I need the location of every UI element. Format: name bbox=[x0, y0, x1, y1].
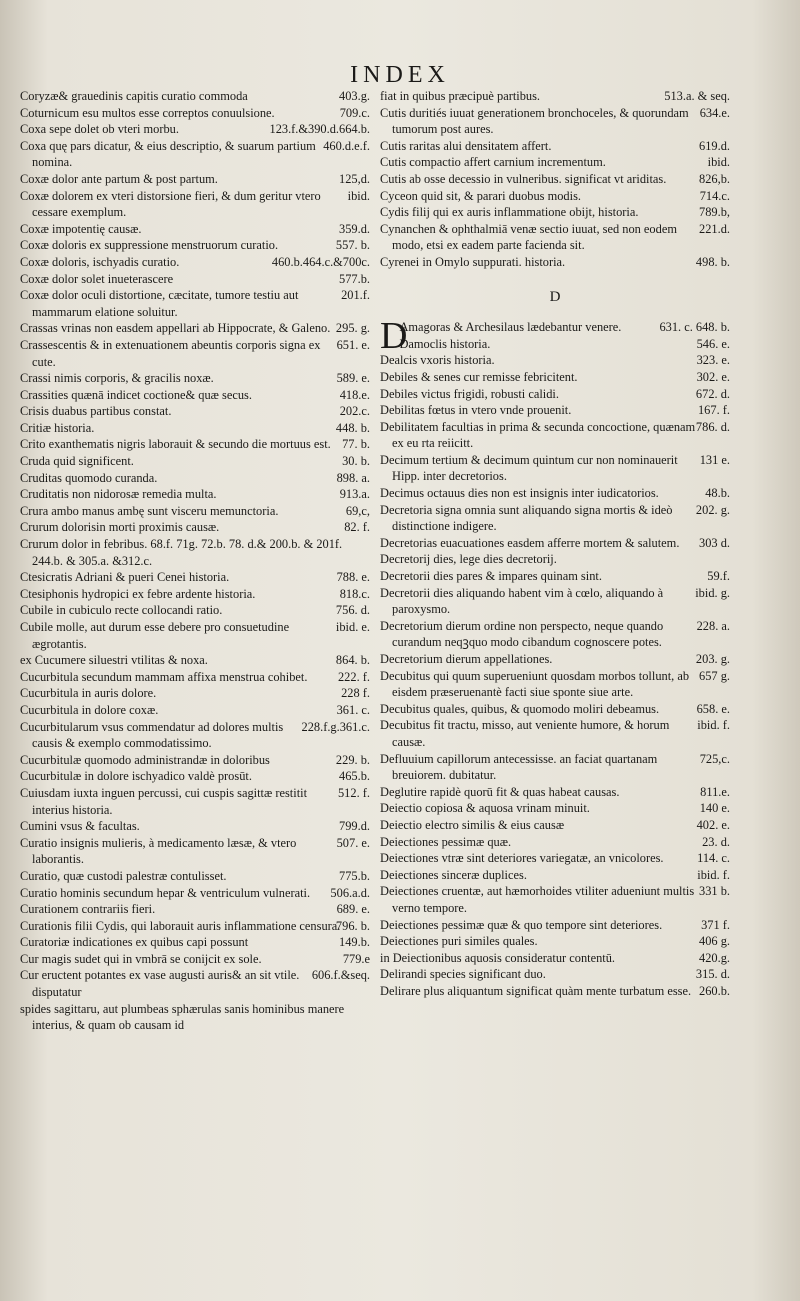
index-entry bbox=[380, 834, 730, 851]
index-entry bbox=[20, 486, 370, 503]
entry-page-ref: 796. b. bbox=[335, 918, 370, 933]
entry-text: Coxæ doloris, ischyadis curatio. bbox=[20, 254, 180, 269]
entry-text: Cutis compactio affert carnium incrementum. bbox=[380, 155, 606, 170]
entry-text: Ctesicratis Adriani & pueri Cenei historia. bbox=[20, 570, 230, 585]
entry-page-ref: 789.b, bbox=[699, 205, 730, 220]
entry-text: Curatio, quæ custodi palestræ contulisset. bbox=[20, 868, 227, 883]
index-entry bbox=[380, 204, 730, 221]
entry-text: Deiectiones sinceræ duplices. bbox=[380, 867, 527, 882]
entry-text: Crassities quænā indicet coctione& quæ secus. bbox=[20, 387, 252, 402]
entry-page-ref: 786. d. bbox=[695, 419, 730, 434]
entry-page-ref: 359.d. bbox=[339, 221, 370, 236]
index-entry bbox=[20, 188, 370, 221]
index-entry bbox=[20, 420, 370, 437]
entry-page-ref: ibid. e. bbox=[335, 620, 370, 634]
entry-page-ref: 498. b. bbox=[695, 254, 730, 269]
entry-page-ref: 448. b. bbox=[335, 420, 370, 435]
index-entry bbox=[20, 287, 370, 320]
index-column-right bbox=[380, 88, 730, 999]
entry-text: Coxa sepe dolet ob vteri morbu. bbox=[20, 122, 179, 137]
entry-page-ref: 403.g. bbox=[339, 89, 370, 103]
index-entry bbox=[20, 453, 370, 470]
entry-page-ref: 203. g. bbox=[695, 652, 730, 666]
entry-page-ref: 30. b. bbox=[342, 454, 370, 469]
entry-text: Cumini vsus & facultas. bbox=[20, 819, 140, 834]
index-entry bbox=[380, 933, 730, 950]
index-entry bbox=[20, 951, 370, 968]
entry-text: Amagoras & Archesilaus lædebantur venere. bbox=[399, 320, 622, 335]
index-entry bbox=[380, 154, 730, 171]
entry-page-ref: 799.d. bbox=[339, 819, 370, 834]
entry-page-ref: 69,c, bbox=[345, 503, 370, 518]
index-entry bbox=[380, 336, 730, 353]
entry-page-ref: 606.f.&seq. bbox=[311, 968, 370, 983]
entry-page-ref: 546. e. bbox=[696, 336, 730, 351]
index-entry bbox=[20, 685, 370, 702]
entry-text: Cucurbitula secundum mammam affixa menstrua cohibet. bbox=[20, 669, 308, 684]
entry-text: Delirare plus aliquantum significat quàm mente turbatum esse. bbox=[380, 983, 692, 998]
index-entry bbox=[380, 88, 730, 105]
index-entry bbox=[380, 883, 730, 916]
index-entry bbox=[20, 436, 370, 453]
index-entry bbox=[380, 618, 730, 651]
index-entry bbox=[20, 934, 370, 951]
entry-page-ref: 201.f. bbox=[341, 288, 370, 303]
entry-text: Curationis filii Cydis, qui laborauit auris inflammatione censura. bbox=[20, 918, 341, 933]
index-entry bbox=[20, 669, 370, 686]
entry-text: Decubitus quales, quibus, & quomodo moliri debeamus. bbox=[380, 701, 660, 716]
entry-page-ref: 657 g. bbox=[699, 668, 730, 683]
entry-text: Defluuium capillorum antecessisse. an faciat quartanam breuiorem. dubitatur. bbox=[380, 751, 658, 783]
index-entry bbox=[380, 419, 730, 452]
entry-text: Crurum dolorisin morti proximis causæ. bbox=[20, 520, 220, 535]
index-c-entries bbox=[380, 88, 730, 271]
entry-page-ref: 295. g. bbox=[335, 321, 370, 336]
entry-text: Decretorias euacuationes easdem afferre mortem & salutem. bbox=[380, 535, 680, 550]
entry-page-ref: 512. f. bbox=[337, 785, 370, 800]
entry-text: Cucurbitulæ in dolore ischyadico valdè prosūt. bbox=[20, 769, 252, 784]
index-entry bbox=[20, 320, 370, 337]
entry-page-ref: 114. c. bbox=[697, 851, 730, 866]
entry-text: Ctesiphonis hydropici ex febre ardente historia. bbox=[20, 586, 256, 601]
entry-page-ref: 913.a. bbox=[339, 487, 370, 502]
entry-page-ref: 465.b. bbox=[339, 769, 370, 784]
entry-text: Deiectiones pessimæ quæ & quo tempore sint deteriores. bbox=[380, 917, 663, 932]
index-entry bbox=[20, 370, 370, 387]
section-letter-d: D bbox=[549, 288, 561, 305]
entry-page-ref: 371 f. bbox=[701, 917, 730, 932]
entry-text: Cyceon quid sit, & parari duobus modis. bbox=[380, 188, 581, 203]
index-entry bbox=[20, 619, 370, 652]
index-entry bbox=[20, 271, 370, 288]
entry-text: Cuiusdam iuxta inguen percussi, cui cuspis sagittæ restitit interius historia. bbox=[20, 785, 308, 817]
index-entry bbox=[380, 485, 730, 502]
entry-text: Deiectio electro similis & eius causæ bbox=[380, 817, 565, 832]
entry-text: Decimum tertium & decimum quintum cur non nominauerit Hipp. inter decretorios. bbox=[380, 452, 678, 484]
index-entry bbox=[20, 918, 370, 935]
entry-page-ref: 557. b. bbox=[335, 238, 370, 253]
index-entry bbox=[20, 88, 370, 105]
index-entry bbox=[380, 817, 730, 834]
index-entry bbox=[20, 470, 370, 487]
entry-text: Curationem contrariis fieri. bbox=[20, 902, 156, 917]
index-entry bbox=[380, 402, 730, 419]
entry-page-ref: ibid. f. bbox=[697, 718, 730, 733]
entry-text: Coxæ doloris ex suppressione menstruorum curatio. bbox=[20, 238, 279, 253]
index-entry bbox=[20, 536, 370, 569]
entry-page-ref: 260.b. bbox=[699, 983, 730, 998]
entry-page-ref: 331 b. bbox=[699, 884, 730, 899]
index-entry bbox=[380, 850, 730, 867]
entry-page-ref: 898. a. bbox=[336, 470, 370, 485]
index-entry bbox=[20, 901, 370, 918]
index-entry bbox=[380, 651, 730, 668]
index-entry bbox=[20, 237, 370, 254]
entry-page-ref: 406 g. bbox=[699, 934, 730, 949]
entry-page-ref: 77. b. bbox=[342, 437, 370, 452]
entry-page-ref: 811.e. bbox=[700, 784, 730, 799]
entry-text: Debiles victus frigidi, robusti calidi. bbox=[380, 386, 559, 401]
entry-text: Decimus octauus dies non est insignis inter iudicatorios. bbox=[380, 486, 659, 501]
entry-text: Deglutire rapidè quorū fit & quas habeat causas. bbox=[380, 784, 620, 799]
entry-page-ref: 125,d. bbox=[339, 171, 370, 186]
entry-text: Cur eructent potantes ex vase augusti auris& an sit vtile. disputatur bbox=[20, 968, 300, 1000]
entry-text: Crassas vrinas non easdem appellari ab Hippocrate, & Galeno. bbox=[20, 321, 331, 336]
index-entry bbox=[380, 917, 730, 934]
index-entry bbox=[380, 369, 730, 386]
entry-page-ref: 779.e bbox=[342, 951, 370, 966]
entry-page-ref: 167. f. bbox=[697, 403, 730, 418]
index-entry bbox=[380, 188, 730, 205]
index-entry bbox=[380, 386, 730, 403]
entry-page-ref: 140 e. bbox=[699, 801, 730, 816]
entry-text: Cur magis sudet qui in vmbrā se conijcit ex sole. bbox=[20, 951, 262, 966]
entry-text: Coxæ dolor ante partum & post partum. bbox=[20, 171, 218, 186]
entry-text: Deiectiones pessimæ quæ. bbox=[380, 834, 512, 849]
entry-page-ref: 23. d. bbox=[702, 834, 730, 849]
entry-page-ref: 228.f.g.361.c. bbox=[301, 719, 370, 734]
index-entry bbox=[380, 784, 730, 801]
index-entry bbox=[20, 254, 370, 271]
entry-text: Crisis duabus partibus constat. bbox=[20, 404, 172, 419]
entry-page-ref: 513.a. & seq. bbox=[664, 89, 730, 103]
page-title: INDEX bbox=[350, 62, 450, 88]
index-entry bbox=[380, 452, 730, 485]
entry-text: Cydis filij qui ex auris inflammatione obijt, historia. bbox=[380, 205, 639, 220]
entry-page-ref: 826,b. bbox=[699, 171, 730, 186]
entry-text: Cucurbitula in auris dolore. bbox=[20, 686, 157, 701]
entry-page-ref: 709.c. bbox=[339, 105, 370, 120]
entry-text: Delirandi species significant duo. bbox=[380, 967, 546, 982]
entry-page-ref: 658. e. bbox=[696, 701, 730, 716]
entry-text: Decretorij dies, lege dies decretorij. bbox=[380, 552, 557, 567]
index-entry bbox=[20, 221, 370, 238]
entry-text: Decretorii dies pares & impares quinam sint. bbox=[380, 569, 602, 584]
index-entry bbox=[20, 719, 370, 752]
entry-text: Crura ambo manus ambę sunt visceru memunctoria. bbox=[20, 503, 279, 518]
entry-page-ref: ibid. bbox=[347, 188, 370, 203]
entry-page-ref: 775.b. bbox=[339, 868, 370, 883]
entry-page-ref: ibid. bbox=[707, 155, 730, 170]
entry-text: Cutis ab osse decessio in vulneribus. significat vt ariditas. bbox=[380, 171, 667, 186]
entry-page-ref: 651. e. bbox=[336, 337, 370, 352]
index-entry bbox=[20, 337, 370, 370]
entry-page-ref: 619.d. bbox=[699, 138, 730, 153]
index-entry bbox=[20, 768, 370, 785]
entry-page-ref: 725,c. bbox=[699, 751, 730, 766]
index-entry bbox=[20, 586, 370, 603]
entry-page-ref: 48.b. bbox=[705, 486, 730, 501]
entry-text: Deiectiones puri similes quales. bbox=[380, 934, 538, 949]
entry-page-ref: 672. d. bbox=[695, 386, 730, 401]
entry-page-ref: 631. c. 648. b. bbox=[659, 320, 730, 335]
entry-text: Decretorii dies aliquando habent vim à cœlo, aliquando à paroxysmo. bbox=[380, 585, 664, 617]
entry-text: Decretorium dierum ordine non perspecto, neque quando curandum neqꝫquo modo cibandum cognoscere potes. bbox=[380, 618, 664, 650]
index-entry bbox=[20, 1001, 370, 1034]
entry-text: Crassi nimis corporis, & gracilis noxæ. bbox=[20, 371, 214, 386]
index-entry bbox=[20, 752, 370, 769]
index-entry bbox=[380, 668, 730, 701]
entry-text: Crurum dolor in febribus. 68.f. 71g. 72.b. 78. d.& 200.b. & 201f. 244.b. & 305.a. &312.c. bbox=[20, 537, 343, 568]
drop-cap-letter: D bbox=[380, 315, 408, 358]
entry-page-ref: 131 e. bbox=[699, 452, 730, 467]
entry-text: Cubile molle, aut durum esse debere pro consuetudine ægrotantis. bbox=[20, 620, 290, 651]
entry-text: Curatoriæ indicationes ex quibus capi possunt bbox=[20, 935, 249, 950]
entry-page-ref: 228 f. bbox=[341, 686, 370, 701]
entry-text: Coxa quę pars dicatur, & eius descriptio, & suarum partium nomina. bbox=[20, 138, 316, 170]
index-entry bbox=[380, 221, 730, 254]
entry-page-ref: 229. b. bbox=[335, 752, 370, 767]
entry-text: Damoclis historia. bbox=[399, 336, 491, 351]
entry-text: ex Cucumere siluestri vtilitas & noxa. bbox=[20, 653, 208, 668]
entry-page-ref: 303 d. bbox=[699, 535, 730, 550]
index-entry bbox=[380, 254, 730, 271]
entry-page-ref: 420.g. bbox=[699, 950, 730, 965]
index-entry bbox=[20, 138, 370, 171]
entry-text: Cruditatis non nidorosæ remedia multa. bbox=[20, 487, 217, 502]
entry-text: Cutis duritiés iuuat generationem bronchoceles, & quorundam tumorum post aures. bbox=[380, 105, 689, 137]
index-entry bbox=[380, 551, 730, 568]
index-entry bbox=[380, 867, 730, 884]
entry-page-ref: 59.f. bbox=[707, 569, 730, 584]
entry-page-ref: 302. e. bbox=[696, 369, 730, 384]
index-entry bbox=[20, 868, 370, 885]
entry-page-ref: 202. g. bbox=[695, 502, 730, 517]
index-entry bbox=[20, 387, 370, 404]
entry-text: Deiectiones vtræ sint deteriores variegatæ, an vnicolores. bbox=[380, 851, 664, 866]
entry-text: Cyrenei in Omylo suppurati. historia. bbox=[380, 254, 566, 269]
entry-text: Coxæ dolorem ex vteri distorsione fieri, & dum geritur vtero cessare exemplum. bbox=[20, 188, 321, 220]
index-entry bbox=[20, 818, 370, 835]
entry-text: Coxæ dolor oculi distortione, cæcitate, tumore testiu aut mammarum elatione soluitur. bbox=[20, 288, 299, 319]
entry-text: Cubile in cubiculo recte collocandi ratio. bbox=[20, 603, 223, 618]
entry-page-ref: 221.d. bbox=[699, 221, 730, 236]
entry-page-ref: 460.b.464.c.&700c. bbox=[271, 254, 370, 269]
index-entry bbox=[20, 785, 370, 818]
index-entry bbox=[380, 800, 730, 817]
entry-page-ref: 228. a. bbox=[696, 618, 730, 633]
index-entry bbox=[20, 885, 370, 902]
index-entry bbox=[380, 983, 730, 1000]
entry-text: Curatio hominis secundum hepar & ventriculum vulnerati. bbox=[20, 885, 311, 900]
entry-text: Cucurbitula in dolore coxæ. bbox=[20, 702, 159, 717]
index-entry bbox=[20, 403, 370, 420]
entry-page-ref: 577.b. bbox=[339, 271, 370, 286]
index-entry bbox=[20, 702, 370, 719]
entry-page-ref: 418.e. bbox=[339, 387, 370, 402]
entry-text: Critiæ historia. bbox=[20, 420, 95, 435]
entry-text: Cruditas quomodo curanda. bbox=[20, 470, 158, 485]
entry-text: Crito exanthematis nigris laborauit & secundo die mortuus est. bbox=[20, 437, 331, 452]
index-entry bbox=[20, 171, 370, 188]
entry-page-ref: 589. e. bbox=[336, 371, 370, 386]
index-entry bbox=[380, 717, 730, 750]
entry-page-ref: ibid. g. bbox=[695, 585, 730, 600]
entry-page-ref: 864. b. bbox=[335, 653, 370, 668]
index-entry bbox=[380, 568, 730, 585]
entry-text: Cucurbitulæ quomodo administrandæ in doloribus bbox=[20, 752, 270, 767]
entry-text: Cucurbitularum vsus commendatur ad dolores multis causis & exemplo commodatissimo. bbox=[20, 719, 284, 751]
entry-page-ref: 507. e. bbox=[336, 835, 370, 850]
index-entry bbox=[380, 701, 730, 718]
entry-text: Curatio insignis mulieris, à medicamento læsæ, & vtero laborantis. bbox=[20, 835, 297, 867]
entry-page-ref: 123.f.&390.d.664.b. bbox=[269, 122, 370, 137]
entry-page-ref: 818.c. bbox=[339, 586, 370, 601]
entry-text: Debiles & senes cur remisse febricitent. bbox=[380, 369, 578, 384]
entry-page-ref: 149.b. bbox=[339, 935, 370, 950]
index-entry bbox=[20, 602, 370, 619]
entry-text: spides sagittaru, aut plumbeas sphærulas sanis hominibus manere interius, & quam ob causam id bbox=[20, 1001, 345, 1033]
entry-text: Cutis raritas alui densitatem affert. bbox=[380, 138, 552, 153]
entry-text: in Deiectionibus aquosis consideratur contentū. bbox=[380, 950, 616, 965]
entry-page-ref: 634.e. bbox=[699, 105, 730, 120]
index-entry bbox=[380, 502, 730, 535]
index-entry bbox=[20, 503, 370, 520]
index-entry bbox=[20, 967, 370, 1000]
entry-page-ref: 402. e. bbox=[696, 817, 730, 832]
entry-page-ref: 361. c. bbox=[336, 702, 370, 717]
entry-text: Debilitas fœtus in vtero vnde prouenit. bbox=[380, 403, 572, 418]
index-entry bbox=[380, 171, 730, 188]
entry-page-ref: 756. d. bbox=[335, 603, 370, 618]
index-entry bbox=[380, 751, 730, 784]
entry-text: fiat in quibus præcipuè partibus. bbox=[380, 89, 541, 103]
entry-text: Deiectiones cruentæ, aut hæmorhoides vtiliter adueniunt multis verno tempore. bbox=[380, 884, 695, 915]
index-d-entries bbox=[380, 315, 730, 999]
index-entry bbox=[380, 535, 730, 552]
entry-text: Coryzæ& grauedinis capitis curatio commoda bbox=[20, 89, 248, 103]
index-entry bbox=[380, 950, 730, 967]
index-entry bbox=[20, 105, 370, 122]
index-entry bbox=[20, 652, 370, 669]
entry-page-ref: 460.d.e.f. bbox=[323, 138, 370, 153]
entry-page-ref: 82. f. bbox=[344, 520, 370, 535]
index-column-left bbox=[20, 88, 370, 1034]
entry-page-ref: ibid. f. bbox=[697, 867, 730, 882]
index-entry bbox=[380, 966, 730, 983]
entry-page-ref: 202.c. bbox=[339, 404, 370, 419]
entry-text: Crassescentis & in extenuationem abeuntis corporis signa ex cute. bbox=[20, 337, 321, 369]
index-entry bbox=[20, 569, 370, 586]
entry-text: Cynanchen & ophthalmiā venæ sectio iuuat, sed non eodem modo, etsi ex eadem parte facienda sit. bbox=[380, 221, 677, 253]
entry-page-ref: 222. f. bbox=[337, 669, 370, 684]
index-entry bbox=[380, 105, 730, 138]
index-entry bbox=[20, 121, 370, 138]
entry-text: Decubitus fit tractu, misso, aut veniente humore, & horum causæ. bbox=[380, 718, 670, 749]
entry-page-ref: 506.a.d. bbox=[330, 885, 370, 900]
entry-text: Deiectio copiosa & aquosa vrinam minuit. bbox=[380, 801, 590, 816]
entry-text: Debilitatem facultias in prima & secunda concoctione, quænam ex eu rta reiicitt. bbox=[380, 419, 696, 451]
index-entry bbox=[20, 519, 370, 536]
entry-text: Decubitus qui quum superueniunt quosdam morbos tollunt, ab eisdem præseruenantè facti siue sponte siue arte. bbox=[380, 668, 690, 700]
entry-text: Coxæ impotentię causæ. bbox=[20, 221, 142, 236]
index-entry bbox=[380, 585, 730, 618]
entry-text: Cruda quid significent. bbox=[20, 454, 134, 469]
entry-text: Decretorium dierum appellationes. bbox=[380, 652, 553, 666]
index-entry bbox=[380, 138, 730, 155]
entry-page-ref: 689. e. bbox=[336, 902, 370, 917]
entry-page-ref: 788. e. bbox=[336, 570, 370, 585]
entry-text: Coturnicum esu multos esse correptos conuulsione. bbox=[20, 105, 275, 120]
index-entry bbox=[20, 835, 370, 868]
index-entry bbox=[380, 352, 730, 369]
entry-text: Dealcis vxoris historia. bbox=[380, 353, 495, 368]
entry-page-ref: 714.c. bbox=[699, 188, 730, 203]
entry-text: Coxæ dolor solet inueterascere bbox=[20, 271, 174, 286]
entry-page-ref: 323. e. bbox=[696, 353, 730, 368]
entry-text: Decretoria signa omnia sunt aliquando signa mortis & ideò distinctione indigere. bbox=[380, 502, 673, 534]
entry-page-ref: 315. d. bbox=[695, 967, 730, 982]
